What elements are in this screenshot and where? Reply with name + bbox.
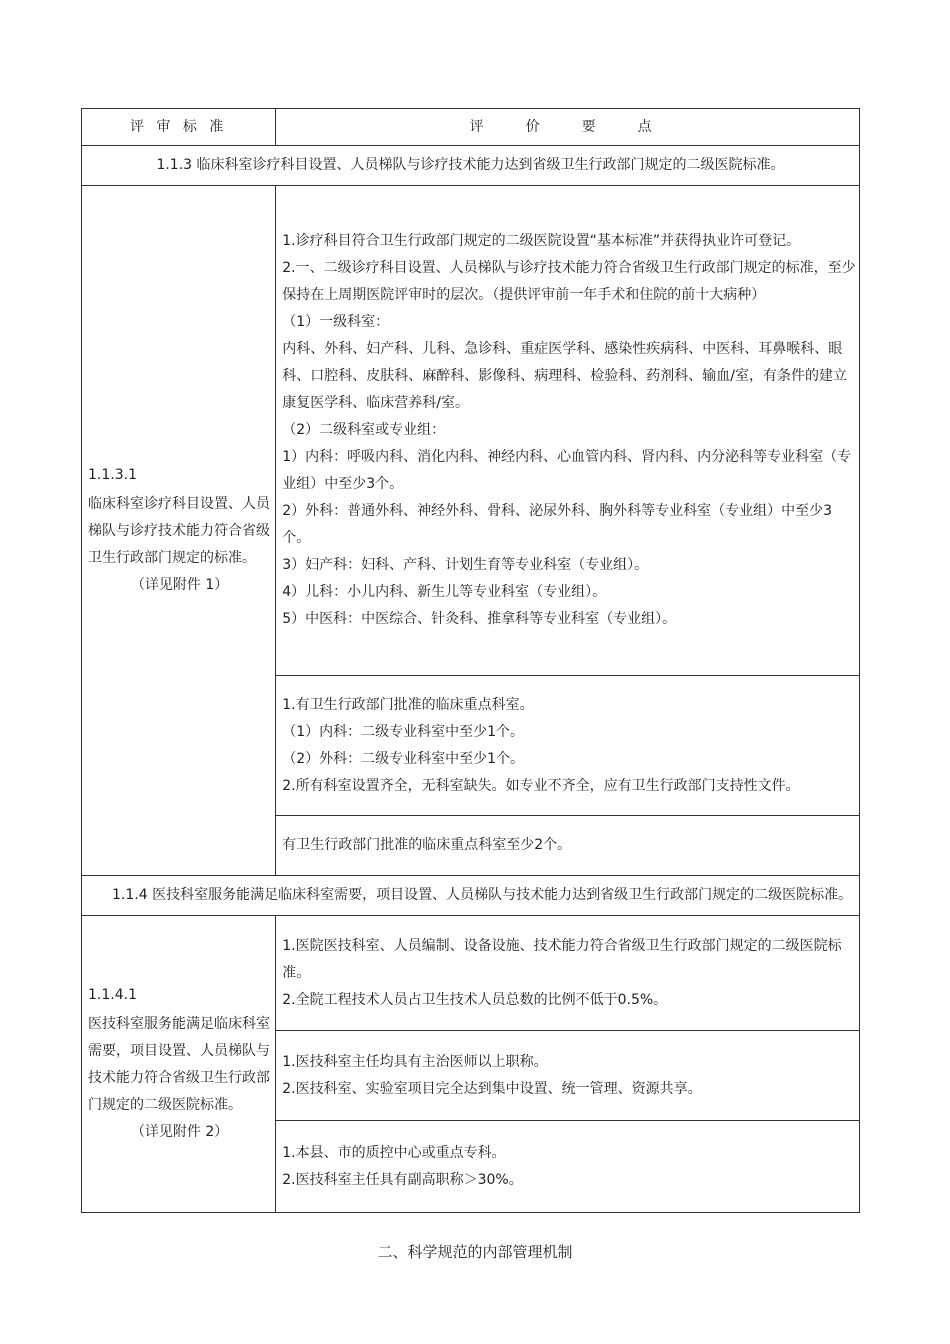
header-points: 评 价 要 点 bbox=[276, 109, 860, 146]
header-standard: 评 审 标 准 bbox=[82, 109, 276, 146]
standard-cell-1131 bbox=[82, 186, 276, 876]
points-cell bbox=[276, 816, 860, 876]
list-item: 4）儿科：小儿内科、新生儿等专业科室（专业组）。 bbox=[282, 584, 607, 600]
points-cell bbox=[276, 1121, 860, 1213]
standard-text: 临床科室诊疗科目设置、人员梯队与诊疗技术能力符合省级卫生行政部门规定的标准。 bbox=[88, 496, 270, 566]
section-heading: 二、科学规范的内部管理机制 bbox=[377, 1243, 573, 1261]
table-header-row bbox=[82, 109, 860, 146]
list-item: 2.所有科室设置齐全，无科室缺失。如专业不齐全，应有卫生行政部门支持性文件。 bbox=[282, 777, 800, 794]
list-item: 1.医技科室主任均具有主治医师以上职称。 bbox=[282, 1053, 548, 1070]
list-item: （1）一级科室： bbox=[282, 314, 390, 330]
points-cell bbox=[276, 676, 860, 816]
section-title-114: 1.1.4 医技科室服务能满足临床科室需要，项目设置、人员梯队与技术能力达到省级卫生行政部门规定的二级医院标准。 bbox=[82, 876, 860, 916]
standard-text: 医技科室服务能满足临床科室需要，项目设置、人员梯队与技术能力符合省级卫生行政部门规定的二级医院标准。 bbox=[88, 1016, 270, 1113]
section-row-114 bbox=[82, 876, 860, 916]
list-item: 有卫生行政部门批准的临床重点科室至少2个。 bbox=[282, 837, 572, 853]
standard-ref: （详见附件 1） bbox=[130, 577, 229, 593]
standard-code: 1.1.3.1 bbox=[88, 467, 137, 483]
list-item: 2.全院工程技术人员占卫生技术人员总数的比例不低于0.5%。 bbox=[282, 991, 668, 1008]
list-item: 2.一、二级诊疗科目设置、人员梯队与诊疗技术能力符合省级卫生行政部门规定的标准，至少保持在上周期医院评审时的层次。（提供评审前一年手术和住院的前十大病种） bbox=[282, 260, 856, 303]
points-cell bbox=[276, 916, 860, 1031]
table-row bbox=[82, 186, 860, 676]
points-cell bbox=[276, 186, 860, 676]
list-item: 1.医院医技科室、人员编制、设备设施、技术能力符合省级卫生行政部门规定的二级医院标准。 bbox=[282, 937, 842, 981]
standard-ref: （详见附件 2） bbox=[130, 1124, 229, 1140]
standard-code: 1.1.4.1 bbox=[88, 987, 137, 1003]
list-item: （2）外科：二级专业科室中至少1个。 bbox=[282, 750, 525, 767]
list-item: 1.本县、市的质控中心或重点专科。 bbox=[282, 1144, 506, 1161]
list-item: （2）二级科室或专业组： bbox=[282, 422, 446, 438]
list-item: 3）妇产科：妇科、产科、计划生育等专业科室（专业组）。 bbox=[282, 557, 649, 573]
points-cell bbox=[276, 1031, 860, 1121]
list-item: 1.有卫生行政部门批准的临床重点科室。 bbox=[282, 696, 534, 713]
list-item: 1）内科：呼吸内科、消化内科、神经内科、心血管内科、肾内科、内分泌科等专业科室（专业组）中至少3个。 bbox=[282, 449, 852, 492]
list-item: 内科、外科、妇产科、儿科、急诊科、重症医学科、感染性疾病科、中医科、耳鼻喉科、眼科、口腔科、皮肤科、麻醉科、影像科、病理科、检验科、药剂科、输血/室，有条件的建立康复医学科、临床营养科/室。 bbox=[282, 341, 847, 411]
list-item: 2.医技科室主任具有副高职称＞30%。 bbox=[282, 1171, 523, 1188]
list-item: 2）外科：普通外科、神经外科、骨科、泌尿外科、胸外科等专业科室（专业组）中至少3个。 bbox=[282, 503, 833, 546]
list-item: 1.诊疗科目符合卫生行政部门规定的二级医院设置“基本标准”并获得执业许可登记。 bbox=[282, 233, 801, 249]
standard-cell-1141 bbox=[82, 916, 276, 1213]
section-row-113 bbox=[82, 146, 860, 186]
section-title-113: 1.1.3 临床科室诊疗科目设置、人员梯队与诊疗技术能力达到省级卫生行政部门规定的二级医院标准。 bbox=[82, 146, 860, 186]
list-item: 2.医技科室、实验室项目完全达到集中设置、统一管理、资源共享。 bbox=[282, 1080, 702, 1097]
evaluation-table bbox=[81, 108, 860, 1213]
list-item: 5）中医科：中医综合、针灸科、推拿科等专业科室（专业组）。 bbox=[282, 611, 677, 627]
list-item: （1）内科：二级专业科室中至少1个。 bbox=[282, 723, 525, 740]
table-row bbox=[82, 916, 860, 1031]
